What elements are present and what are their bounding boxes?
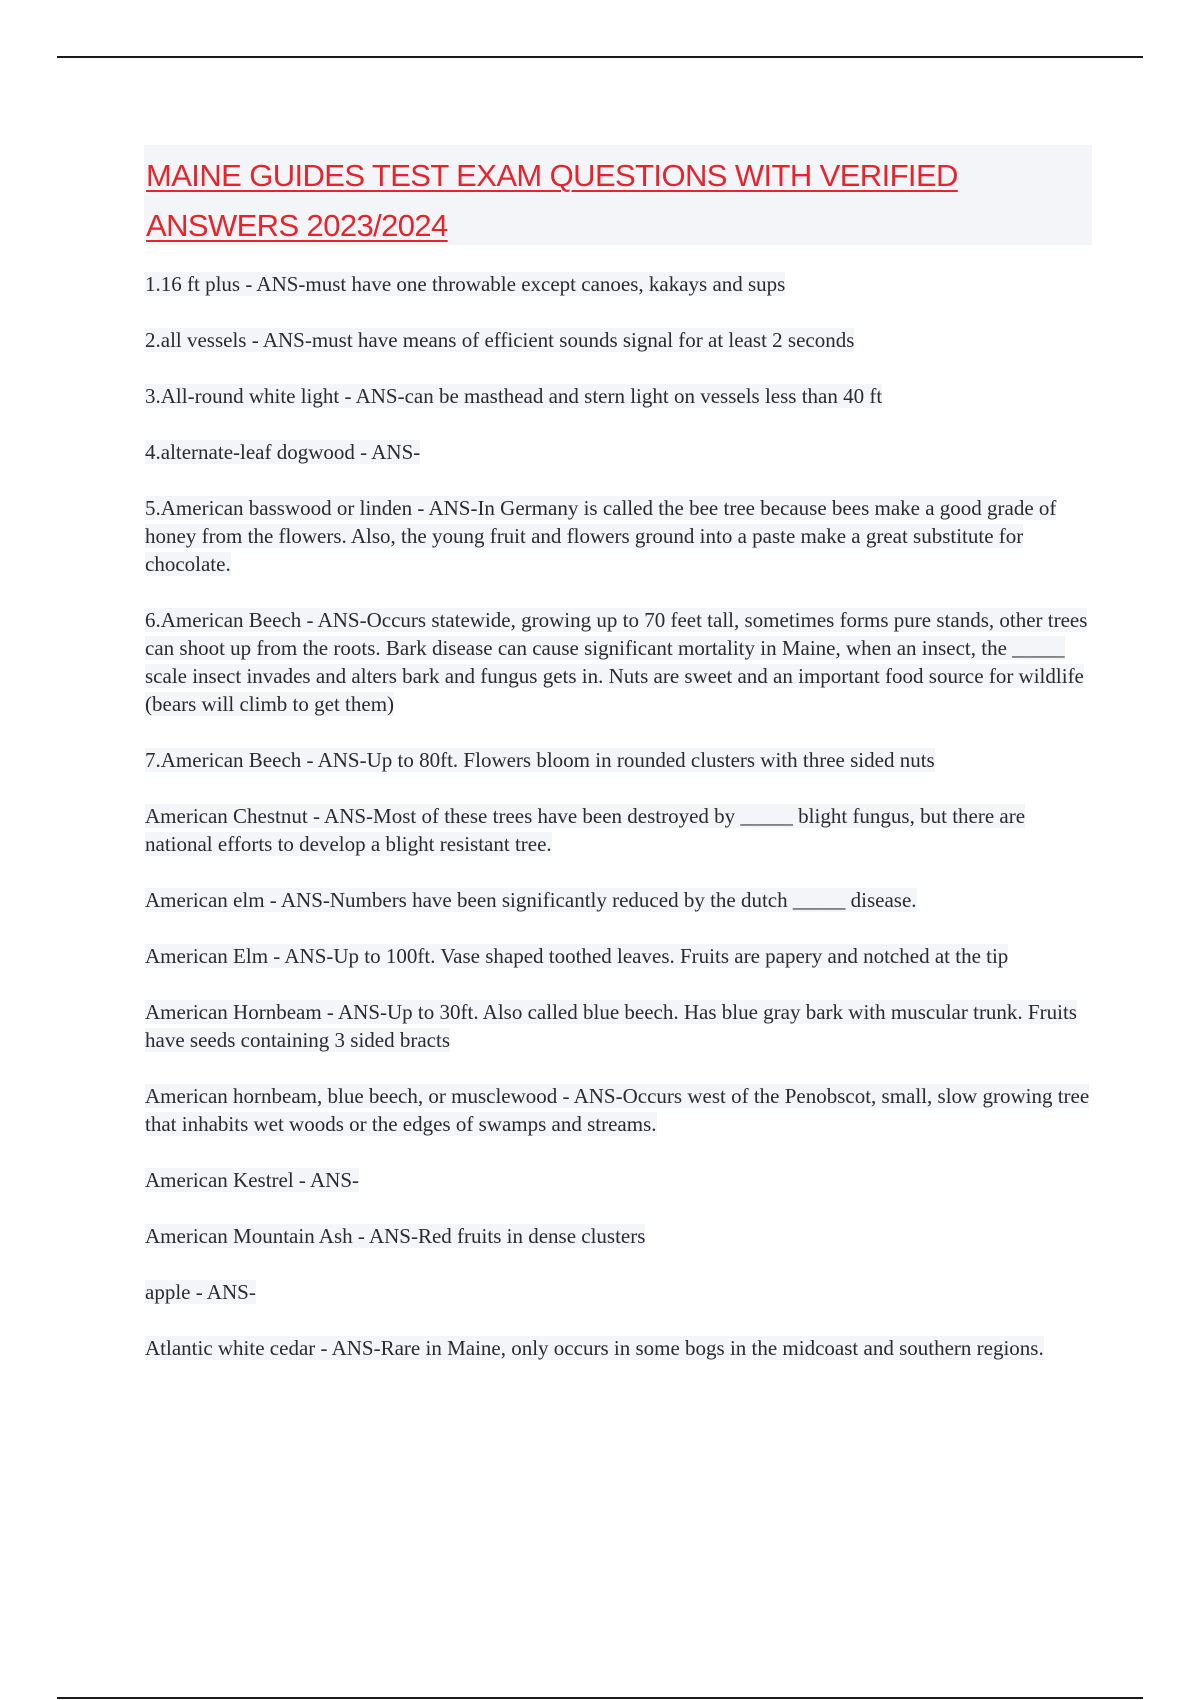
qa-text: American Chestnut - ANS-Most of these trees have been destroyed by _____ blight fungus, but there are national efforts to develop a blight resistant tree. xyxy=(145,804,1026,856)
footer-rule xyxy=(57,1697,1143,1699)
qa-item xyxy=(145,382,1090,410)
qa-text: Atlantic white cedar - ANS-Rare in Maine, only occurs in some bogs in the midcoast and southern regions. xyxy=(145,1336,1044,1360)
qa-text: 1.16 ft plus - ANS-must have one throwable except canoes, kakays and sups xyxy=(145,272,786,296)
qa-item xyxy=(145,438,1090,466)
qa-list xyxy=(145,270,1090,1390)
qa-item xyxy=(145,942,1090,970)
document-title: MAINE GUIDES TEST EXAM QUESTIONS WITH VERIFIED ANSWERS 2023/2024 xyxy=(146,158,958,243)
qa-text: 4.alternate-leaf dogwood - ANS- xyxy=(145,440,421,464)
qa-text: American hornbeam, blue beech, or musclewood - ANS-Occurs west of the Penobscot, small, slow growing tree that inhabits wet woods or the edges of swamps and streams. xyxy=(145,1084,1090,1136)
title-block xyxy=(144,145,1092,245)
qa-text: American elm - ANS-Numbers have been significantly reduced by the dutch _____ disease. xyxy=(145,888,917,912)
qa-text: 5.American basswood or linden - ANS-In Germany is called the bee tree because bees make a good grade of honey from the flowers. Also, the young fruit and flowers ground into a paste make a great substitute for chocolate. xyxy=(145,496,1057,576)
qa-item xyxy=(145,1334,1090,1362)
qa-item xyxy=(145,326,1090,354)
qa-text: 6.American Beech - ANS-Occurs statewide, growing up to 70 feet tall, sometimes forms pure stands, other trees can shoot up from the roots. Bark disease can cause significant mortality in Maine, when an insect, the _____ scale insect invades and alters bark and fungus gets in. Nuts are sweet and an important food source for wildlife (bears will climb to get them) xyxy=(145,608,1088,716)
qa-text: American Mountain Ash - ANS-Red fruits in dense clusters xyxy=(145,1224,646,1248)
qa-item xyxy=(145,1222,1090,1250)
qa-item xyxy=(145,1278,1090,1306)
qa-item xyxy=(145,1166,1090,1194)
qa-text: apple - ANS- xyxy=(145,1280,256,1304)
qa-item xyxy=(145,1082,1090,1138)
header-rule xyxy=(57,56,1143,58)
qa-text: 3.All-round white light - ANS-can be masthead and stern light on vessels less than 40 ft xyxy=(145,384,883,408)
qa-item xyxy=(145,802,1090,858)
qa-text: 2.all vessels - ANS-must have means of efficient sounds signal for at least 2 seconds xyxy=(145,328,855,352)
qa-item xyxy=(145,606,1090,718)
qa-item xyxy=(145,494,1090,578)
qa-item xyxy=(145,270,1090,298)
qa-item xyxy=(145,886,1090,914)
qa-text: American Elm - ANS-Up to 100ft. Vase shaped toothed leaves. Fruits are papery and notched at the tip xyxy=(145,944,1009,968)
qa-item xyxy=(145,746,1090,774)
qa-text: American Kestrel - ANS- xyxy=(145,1168,360,1192)
qa-text: 7.American Beech - ANS-Up to 80ft. Flowers bloom in rounded clusters with three sided nuts xyxy=(145,748,935,772)
qa-item xyxy=(145,998,1090,1054)
qa-text: American Hornbeam - ANS-Up to 30ft. Also called blue beech. Has blue gray bark with muscular trunk. Fruits have seeds containing 3 sided bracts xyxy=(145,1000,1077,1052)
